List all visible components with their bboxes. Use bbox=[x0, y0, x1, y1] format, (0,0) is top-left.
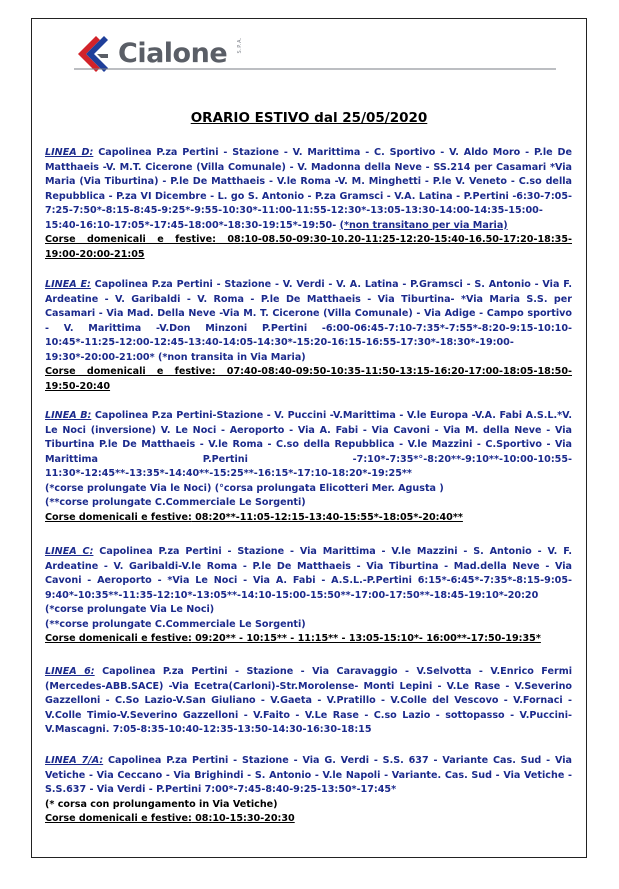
line-b-note-2: (**corse prolungate C.Commerciale Le Sorgenti) bbox=[45, 497, 306, 508]
line-e-stops-times: Capolinea P.za Pertini - Stazione - V. Verdi - V. A. Latina - P.Gramsci - S. Antonio - Via F. Ardeatine - V. Garibaldi - V. Roma - P.le De Matthaeis - Via Tiburtina- *Via Maria S.S. per Casamari - Via Mad. Della Neve -Via M. T. Cicerone (Villa Comunale) - Via Adige - Campo sportivo - V. Marittima -V.Don Minzoni P.Pertini -6:00-06:45-7:10-7:35*-7:55*-8:20-9:15-10:10-10:45*-11:25-12:00-12:45-13:40-14:05-14:30*-15:20-16:15-16:55-17:30*-18:30*-19:00-19:30*-20:00-21:00* bbox=[45, 279, 573, 363]
line-c-stops-times: Capolinea P.za Pertini - Stazione - Via Marittima - V.le Mazzini - S. Antonio - V. F. Ardeatine - V. Garibaldi-V.le Roma - P.le De Matthaeis - Via Tiburtina - Mad.della Neve - Via Cavoni - Aeroporto - *Via Le Noci - Via A. Fabi - A.S.L.-P.Pertini 6:15*-6:45*-7:35*-8:15-9:05-9:40*-10:35**-11:35-12:10*-13:05**-14:10-15:00-15:50**-17:00-17:50**-18:45-19:10*-20:20 bbox=[45, 546, 572, 601]
line-7a-sunday bbox=[45, 812, 572, 827]
line-e-route bbox=[45, 278, 572, 365]
line-e-sunday bbox=[45, 365, 572, 394]
line-b-sunday bbox=[45, 511, 572, 526]
line-7a-stops-times: Capolinea P.za Pertini - Stazione - Via G. Verdi - S.S. 637 - Variante Cas. Sud - Via Vetiche - Via Ceccano - Via Brighindi - S. Antonio - V.le Napoli - Variante. Cas. Sud - Via Vetiche - S.S.637 - Via Verdi - P.Pertini 7:00*-7:45-8:40-9:25-13:50*-17:45* bbox=[45, 755, 572, 795]
line-b-note-1: (*corse prolungate Via le Noci) (°corsa prolungata Elicotteri Mer. Agusta ) bbox=[45, 482, 444, 494]
line-d-sunday-times: 08:10-08.50-09:30-10.20-11:25-12:20-15:40-16.50-17:20-18:35-19:00-20:00-21:05 bbox=[45, 234, 572, 260]
line-7a-note: (* corsa con prolungamento in Via Vetiche) bbox=[45, 798, 278, 810]
line-e-sunday-times: 07:40-08:40-09:50-10:35-11:50-13:15-16:20-17:00-18:05-18:50-19:50-20:40 bbox=[45, 366, 572, 392]
line-b-sunday-times: 08:20**-11:05-12:15-13:40-15:55*-18:05*-20:40** bbox=[191, 511, 463, 523]
line-c-sunday bbox=[45, 632, 572, 647]
line-7a-section bbox=[45, 754, 572, 827]
line-b-route bbox=[45, 409, 572, 482]
company-suffix: S.P.A. bbox=[237, 37, 243, 54]
line-e-note: (*non transita in Via Maria) bbox=[157, 351, 306, 363]
line-e-sunday-label: Corse domenicali e festive: bbox=[45, 366, 216, 377]
line-c-note-1: (*corse prolungate Via Le Noci) bbox=[45, 604, 215, 615]
line-c-sunday-times: 09:20** - 10:15** - 11:15** - 13:05-15:10*- 16:00**-17:50-19:35* bbox=[191, 633, 541, 644]
line-b-section bbox=[45, 409, 572, 525]
line-c-note-2: (**corse prolungate C.Commerciale Le Sorgenti) bbox=[45, 618, 306, 630]
company-name: Cialone bbox=[118, 38, 228, 69]
line-6-name: LINEA 6: bbox=[45, 666, 95, 677]
line-d-sunday bbox=[45, 233, 572, 262]
line-e-section bbox=[45, 278, 572, 394]
line-d-route bbox=[45, 146, 572, 233]
line-7a-name: LINEA 7/A: bbox=[45, 755, 104, 766]
logo-underline bbox=[74, 68, 556, 70]
document-page bbox=[31, 18, 587, 858]
line-6-section bbox=[45, 665, 572, 738]
line-e-name: LINEA E: bbox=[45, 279, 91, 290]
line-d-stops-times: Capolinea P.za Pertini - Stazione - V. Marittima - C. Sportivo - V. Aldo Moro - P.le De Matthaeis -V. M.T. Cicerone (Villa Comunale) - V. Madonna della Neve - SS.214 per Casamari *Via Maria (Via Tiburtina) - P.le De Matthaeis - V.le Roma -V. M. Minghetti - P.le V. Veneto - C.so della Repubblica - P.za VI Dicembre - L. go S. Antonio - P.za Gramsci - V.A. Latina - P.Pertini -6:30-7:05-7:25-7:50*-8:15-8:45-9:25*-9:55-10:30*-11:00-11:55-12:30*-13:05-13:30-14:00-14:35-15:00-15:40-16:10-17:05*-17:45-18:00*-18:30-19:15*-19:50- bbox=[45, 147, 572, 231]
line-7a-sunday-times: 08:10-15:30-20:30 bbox=[191, 813, 295, 824]
line-d-section bbox=[45, 146, 572, 262]
document-title: ORARIO ESTIVO dal 25/05/2020 bbox=[190, 110, 428, 126]
line-6-route bbox=[45, 665, 572, 738]
line-d-sunday-label: Corse domenicali e festive: bbox=[45, 234, 216, 245]
line-7a-sunday-label: Corse domenicali e festive: bbox=[45, 813, 192, 824]
line-c-name: LINEA C: bbox=[45, 546, 94, 557]
line-b-name: LINEA B: bbox=[45, 410, 92, 421]
line-c-sunday-label: Corse domenicali e festive: bbox=[45, 633, 192, 644]
line-6-stops-times: Capolinea P.za Pertini - Stazione - Via Caravaggio - V.Selvotta - V.Enrico Fermi (Mercedes-ABB.SACE) -Via Ecetra(Carloni)-Str.Morolense- Monti Lepini - V.Le Rase - V.Severino Gazzelloni - C.So Lazio-V.San Giuliano - V.Gaeta - V.Pratillo - V.Colle del Vescovo - V.Fornaci - V.Colle Timio-V.Severino Gazzelloni - V.Faito - V.Le Rase - C.so Lazio - sottopasso - V.Puccini-V.Mascagni. 7:05-8:35-10:40-12:35-13:50-14:30-16:30-18:15 bbox=[45, 666, 572, 735]
line-d-name: LINEA D: bbox=[45, 147, 94, 158]
line-d-note: (*non transitano per via Maria) bbox=[339, 219, 508, 231]
line-b-sunday-label: Corse domenicali e festive: bbox=[45, 511, 192, 523]
line-c-section bbox=[45, 545, 572, 647]
line-c-route bbox=[45, 545, 572, 618]
line-7a-route bbox=[45, 754, 572, 798]
line-b-stops-times: Capolinea P.za Pertini-Stazione - V. Puccini -V.Marittima - V.le Europa -V.A. Fabi A.S.L.*V. Le Noci (inversione) V. Le Noci - Aeroporto - Via A. Fabi - Via Cavoni - Via M. della Neve - Via Tiburtina P.le De Matthaeis - V.le Roma - C.so della Repubblica - V.le Mazzini - C.Sportivo - Via Marittima P.Pertini -7:10*-7:35*°-8:20**-9:10**-10:00-10:55-11:30*-12:45**-13:35*-14:40**-15:25**-16:15*-17:10-18:20*-19:25** bbox=[45, 410, 572, 479]
